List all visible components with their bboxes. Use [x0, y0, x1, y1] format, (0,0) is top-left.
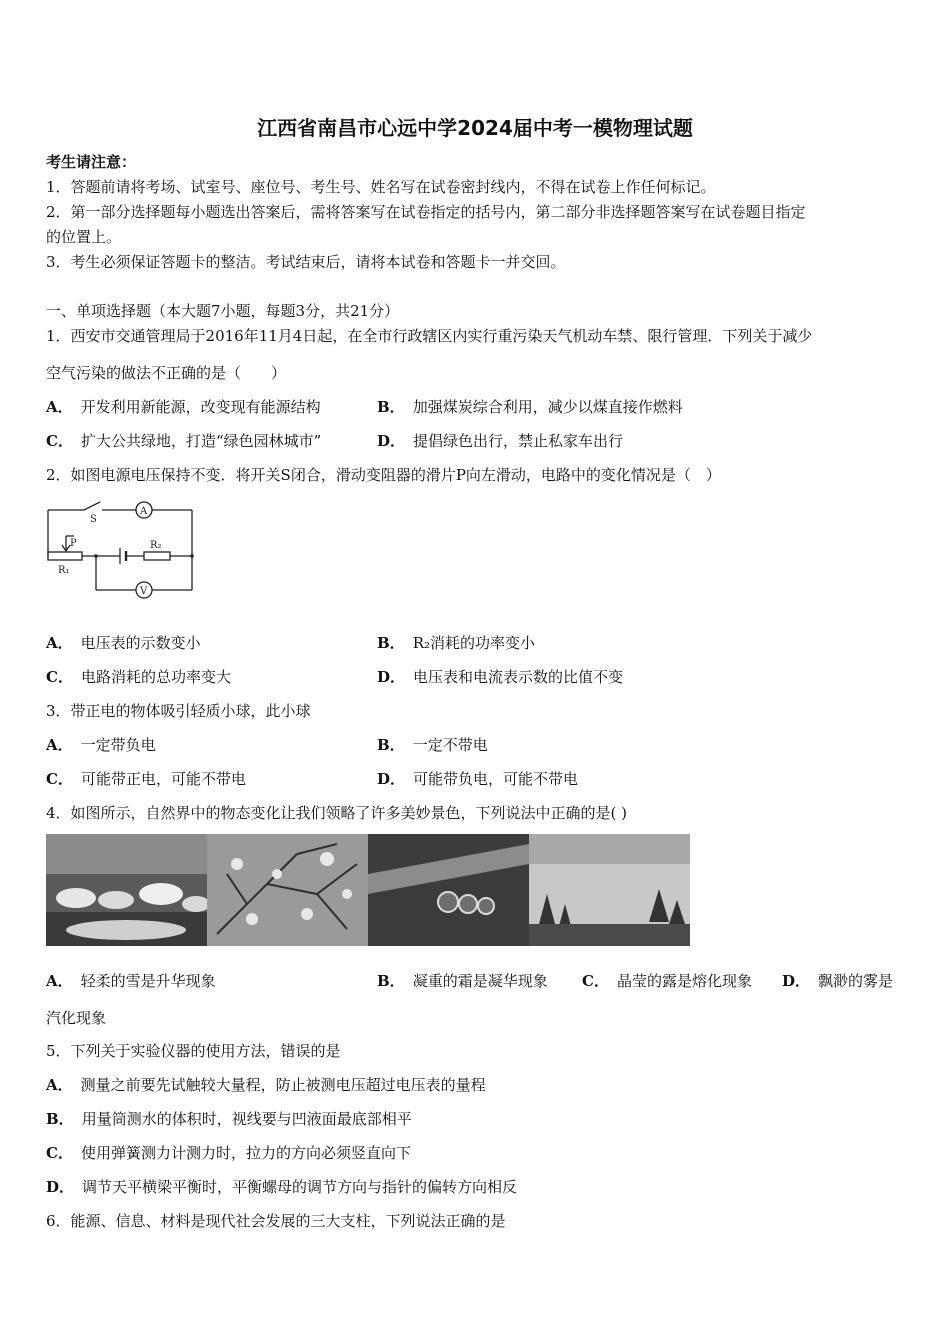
q4-option-d — [782, 971, 893, 991]
option-text: 飘渺的雾是 — [818, 972, 894, 990]
page-title: 江西省南昌市心远中学2024届中考一模物理试题 — [257, 116, 693, 140]
q2-option-a — [46, 633, 201, 653]
option-text: 开发利用新能源，改变现有能源结构 — [80, 398, 321, 416]
q4-photo-strip — [46, 834, 690, 946]
option-text: 晶莹的露是熔化现象 — [616, 972, 752, 990]
dew-photo — [368, 834, 529, 946]
option-text: 电路消耗的总功率变大 — [80, 668, 231, 686]
option-label: C． — [46, 770, 73, 788]
q2-option-c — [46, 667, 231, 687]
option-label: B． — [377, 634, 405, 652]
q1-option-d — [377, 431, 623, 451]
section-heading: 一、单项选择题（本大题7小题，每题3分，共21分） — [46, 302, 400, 320]
option-label: A． — [46, 398, 73, 416]
circuit-diagram — [44, 498, 204, 602]
option-label: A． — [46, 634, 73, 652]
option-label: D． — [46, 1178, 75, 1196]
notice-item: 2．第一部分选择题每小题选出答案后，需将答案写在试卷指定的括号内，第二部分非选择题答案写在试卷题目指定 — [46, 203, 806, 221]
q1-option-b — [377, 397, 683, 417]
q3-stem: 3．带正电的物体吸引轻质小球，此小球 — [46, 702, 311, 720]
r2-label: R₂ — [150, 540, 162, 551]
notice-item: 的位置上。 — [46, 228, 122, 246]
option-label: B． — [377, 736, 405, 754]
q5-stem: 5．下列关于实验仪器的使用方法，错误的是 — [46, 1042, 341, 1060]
q2-option-d — [377, 667, 623, 687]
option-text: 测量之前要先试触较大量程，防止被测电压超过电压表的量程 — [80, 1076, 486, 1094]
q5-option-c — [46, 1143, 411, 1163]
q6-stem: 6．能源、信息、材料是现代社会发展的三大支柱，下列说法正确的是 — [46, 1212, 506, 1230]
option-label: D． — [377, 770, 406, 788]
q3-option-b — [377, 735, 488, 755]
option-text: 提倡绿色出行，禁止私家车出行 — [413, 432, 624, 450]
q5-option-a — [46, 1075, 486, 1095]
q2-stem: 2．如图电源电压保持不变．将开关S闭合，滑动变阻器的滑片P向左滑动，电路中的变化情况是（ ） — [46, 466, 721, 484]
option-label: D． — [377, 432, 406, 450]
q5-option-d — [46, 1177, 517, 1197]
option-label: C． — [46, 432, 73, 450]
option-label: A． — [46, 972, 73, 990]
r1-label: R₁ — [58, 565, 70, 576]
option-text: 扩大公共绿地，打造“绿色园林城市” — [80, 432, 322, 450]
option-text: 电压表和电流表示数的比值不变 — [413, 668, 624, 686]
option-text: 用量筒测水的体积时，视线要与凹液面最底部相平 — [81, 1110, 412, 1128]
option-label: B． — [46, 1110, 74, 1128]
q1-option-a — [46, 397, 321, 417]
slider-label: P — [70, 538, 77, 549]
q3-option-c — [46, 769, 246, 789]
q4-option-a — [46, 971, 216, 991]
frost-photo — [207, 834, 368, 946]
option-label: B． — [377, 972, 405, 990]
option-text: 使用弹簧测力计测力时，拉力的方向必须竖直向下 — [80, 1144, 411, 1162]
voltmeter-label: V — [140, 586, 148, 597]
rheostat-r1 — [48, 552, 82, 560]
option-text: 可能带正电，可能不带电 — [80, 770, 246, 788]
option-label: D． — [782, 972, 811, 990]
option-text: 凝重的霜是凝华现象 — [412, 972, 548, 990]
q4-option-c — [582, 971, 752, 991]
fog-photo — [529, 834, 690, 946]
option-label: B． — [377, 398, 405, 416]
q1-stem-cont: 空气污染的做法不正确的是（ ） — [46, 364, 287, 382]
option-label: C． — [46, 1144, 73, 1162]
option-label: C． — [46, 668, 73, 686]
q4-option-b — [377, 971, 548, 991]
q3-option-a — [46, 735, 156, 755]
option-text: 轻柔的雪是升华现象 — [80, 972, 216, 990]
switch-blade — [84, 502, 100, 510]
q1-stem: 1．西安市交通管理局于2016年11月4日起，在全市行政辖区内实行重污染天气机动车禁、限行管理．下列关于减少 — [46, 327, 813, 345]
option-text: R₂消耗的功率变小 — [412, 634, 535, 652]
notice-item: 3．考生必须保证答题卡的整洁。考试结束后，请将本试卷和答题卡一并交回。 — [46, 253, 566, 271]
q2-option-b — [377, 633, 535, 653]
ammeter-label: A — [140, 506, 148, 517]
resistor-r2 — [144, 552, 170, 560]
option-text: 一定带负电 — [80, 736, 156, 754]
option-text: 电压表的示数变小 — [80, 634, 201, 652]
notice-heading: 考生请注意： — [46, 153, 137, 171]
option-text: 一定不带电 — [412, 736, 488, 754]
option-text: 调节天平横梁平衡时，平衡螺母的调节方向与指针的偏转方向相反 — [82, 1178, 518, 1196]
q1-option-c — [46, 431, 321, 451]
q5-option-b — [46, 1109, 412, 1129]
switch-label: S — [90, 514, 97, 525]
notice-item: 1．答题前请将考场、试室号、座位号、考生号、姓名写在试卷密封线内，不得在试卷上作任何标记。 — [46, 178, 716, 196]
q4-stem: 4．如图所示，自然界中的物态变化让我们领略了许多美妙景色，下列说法中正确的是( ) — [46, 804, 628, 822]
option-label: D． — [377, 668, 406, 686]
option-label: A． — [46, 736, 73, 754]
q4-option-d-cont: 汽化现象 — [46, 1009, 107, 1027]
q3-option-d — [377, 769, 578, 789]
option-label: C． — [582, 972, 609, 990]
option-label: A． — [46, 1076, 73, 1094]
snow-photo — [46, 834, 207, 946]
option-text: 加强煤炭综合利用，减少以煤直接作燃料 — [412, 398, 683, 416]
option-text: 可能带负电，可能不带电 — [413, 770, 579, 788]
